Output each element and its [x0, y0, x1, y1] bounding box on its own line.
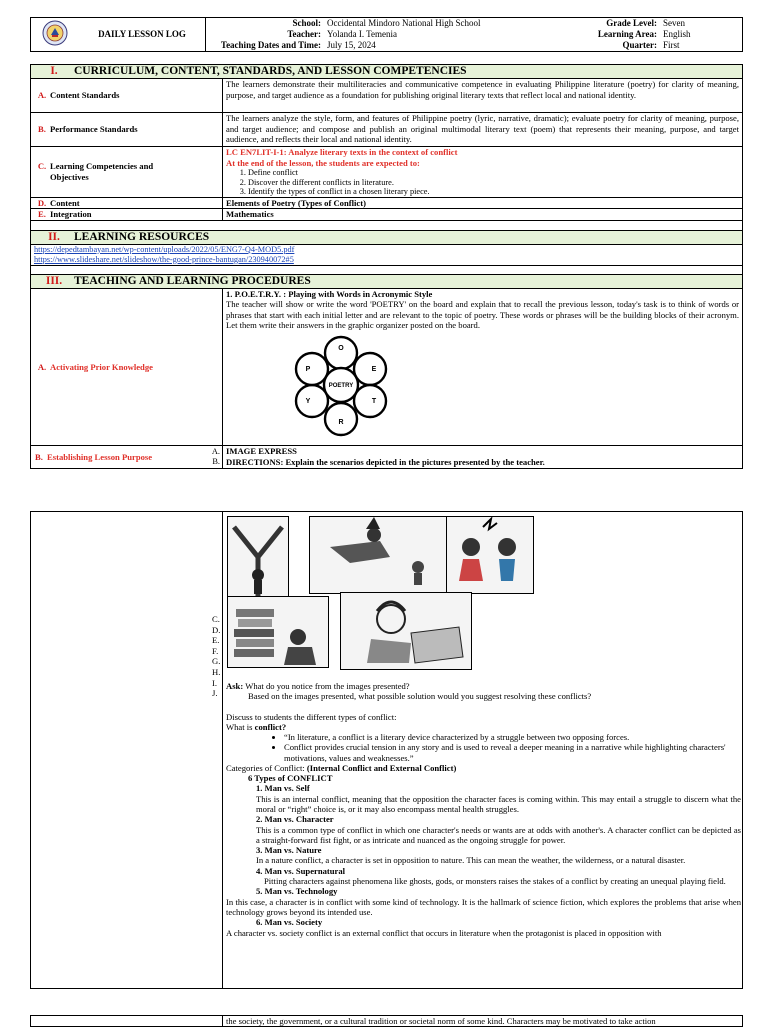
content-standards-text: The learners demonstrate their multiliteracies and communicative competence in evaluating Philippine literature (poetry) for clarity of meaning, purpose, and target audience as a foundation for publishing original literary texts that reflect local and national identity.: [223, 79, 743, 113]
grade-info: [572, 18, 743, 52]
page-3: [30, 1015, 743, 1027]
quarter-value: First: [663, 40, 680, 50]
spacer-row: [31, 220, 743, 230]
column-divider: [222, 512, 223, 988]
organizer-circle-p: [296, 353, 328, 385]
purpose-mark-a: A.: [211, 446, 220, 456]
side-marks: C. D. E. F. G. H. I. J.: [212, 614, 221, 699]
school-info: [206, 18, 573, 52]
discuss-line: Discuss to students the different types of conflict:: [226, 711, 397, 722]
performance-standards-text: The learners analyze the style, form, and features of Philippine poetry (lyric, narrative, dramatic); evaluate poetry for clarity of meaning, purpose, and target audience; and compose and publish an original multimodal literary text (poem) that represents their meaning, purpose, and target audience, and reflects their local and national identity.: [223, 113, 743, 147]
deped-seal-icon: [42, 20, 68, 46]
type-name: 6. Man vs. Society: [256, 917, 323, 928]
competencies-content: [223, 147, 743, 198]
organizer-circle-y: [296, 385, 328, 417]
poetry-graphic-organizer: [286, 335, 396, 439]
resource-links: [31, 244, 743, 265]
type-name: 3. Man vs. Nature: [256, 845, 322, 856]
activating-label: A. Activating Prior Knowledge: [31, 288, 223, 445]
area-label: Learning Area:: [597, 29, 657, 39]
what-is-line: What is conflict?: [226, 721, 287, 732]
dates-value: July 15, 2024: [327, 40, 376, 50]
performance-standards-label: B. Performance Standards: [31, 113, 223, 147]
area-value: English: [663, 29, 691, 39]
organizer-letter: E: [371, 365, 377, 373]
objectives-intro: At the end of the lesson, the students are expected to:: [226, 157, 420, 168]
section-1-heading: I. CURRICULUM, CONTENT, STANDARDS, AND LESSON COMPETENCIES: [31, 65, 743, 79]
activating-content: [223, 288, 743, 445]
school-label: School:: [292, 18, 321, 28]
witch-image: [309, 516, 449, 594]
purpose-item: DIRECTIONS: Explain the scenarios depicted in the pictures presented by the teacher.: [226, 456, 545, 467]
purpose-content: [223, 445, 743, 468]
content-text: Elements of Poetry (Types of Conflict): [223, 197, 743, 209]
section-2-heading: II. LEARNING RESOURCES: [31, 230, 743, 244]
type-name: 5. Man vs. Technology: [256, 886, 338, 897]
content-standards-label: A. Content Standards: [31, 79, 223, 113]
teacher-label: Teacher:: [287, 29, 321, 39]
resource-link[interactable]: https://depedtambayan.net/wp-content/uploads/2022/05/ENG7-Q4-MOD5.pdf: [34, 244, 295, 254]
page-2: [30, 511, 743, 989]
spacer-row: [31, 265, 743, 274]
page-1: [30, 17, 743, 469]
organizer-center-label: POETRY: [328, 382, 354, 389]
type-text: In this case, a character is in conflict with some kind of technology. It is the hallmark of science fiction, which explores the problems that arise when technology grows beyond its intended use.: [226, 896, 741, 917]
column-divider: [222, 1016, 223, 1026]
ask-line-2: Based on the images presented, what possible solution would you suggest resolving these conflicts?: [248, 691, 592, 702]
type-name: 1. Man vs. Self: [256, 783, 310, 794]
content-label: D. Content: [31, 197, 223, 209]
type-text: A character vs. society conflict is an external conflict that occurs in literature when the protagonist is placed in opposition with: [226, 927, 662, 938]
resource-link[interactable]: https://www.slideshare.net/slideshow/the-good-prince-bantugan/230940072#5: [34, 254, 294, 264]
books-image: [227, 596, 329, 668]
deped-seal-cell: [31, 18, 80, 52]
conflict-definition-list: [226, 732, 741, 763]
purpose-item: IMAGE EXPRESS: [226, 446, 297, 457]
continued-text: the society, the government, or a cultural tradition or societal norm of some kind. Characters may be motivated to take action: [226, 1016, 656, 1026]
activity-text: The teacher will show or write the word 'POETRY' on the board and explain that to recall the previous lesson, today's task is to think of words or phrases that start with each initial letter and are relevant to the topic of poetry. These words or phrases will be the building blocks of their acronym. Let them write their answers in the graphic organizer posted on the board.: [226, 299, 739, 331]
discussion-content: [226, 681, 741, 938]
objective-item: 3. Identify the types of conflict in a chosen literary piece.: [248, 187, 739, 197]
organizer-letter: Y: [305, 397, 311, 405]
type-name: 4. Man vs. Supernatural: [256, 865, 346, 876]
type-text: This is an internal conflict, meaning that the opposition the character faces is coming within. This may entail a struggle to discern what the moral or “right” choice is, or it may also encompass mental health struggles.: [256, 793, 741, 814]
purpose-mark-b: B.: [212, 456, 220, 466]
objective-item: 2. Discover the different conflicts in literature.: [248, 178, 739, 188]
log-title: DAILY LESSON LOG: [79, 18, 206, 52]
quarter-label: Quarter:: [622, 40, 657, 50]
purpose-label-cell: B. Establishing Lesson Purpose A. B.: [31, 445, 223, 468]
laptop-image: [340, 592, 472, 670]
argument-image: [446, 516, 534, 594]
integration-text: Mathematics: [223, 209, 743, 221]
section-3-heading: III. TEACHING AND LEARNING PROCEDURES: [31, 274, 743, 288]
definition-item: • “In literature, a conflict is a literary device characterized by a struggle between two opposing forces.: [284, 732, 741, 742]
definition-item: • Conflict provides crucial tension in any story and is used to reveal a deeper meaning in a narrative while highlighting characters' motivations, values and weaknesses.”: [284, 742, 741, 762]
categories-line: Categories of Conflict: (Internal Conflict and External Conflict): [226, 762, 457, 773]
type-text: In a nature conflict, a character is set in opposition to nature. This can mean the weather, the wilderness, or a natural disaster.: [256, 855, 686, 866]
main-table: [30, 64, 743, 469]
competencies-label: C. Learning Competencies and Objectives: [31, 147, 223, 198]
type-name: 2. Man vs. Character: [256, 814, 334, 825]
teacher-value: Yolanda I. Temenia: [327, 29, 398, 39]
integration-label: E. Integration: [31, 209, 223, 221]
dates-label: Teaching Dates and Time:: [220, 40, 321, 50]
objective-item: 1. Define conflict: [248, 168, 739, 178]
header-table: [30, 17, 743, 52]
types-title: 6 Types of CONFLICT: [248, 773, 333, 784]
ask-line: Ask: What do you notice from the images presented?: [226, 681, 410, 691]
organizer-letter: T: [371, 397, 377, 405]
grade-label: Grade Level:: [606, 18, 657, 28]
activity-title: 1. P.O.E.T.R.Y. : Playing with Words in Acronymic Style: [226, 288, 433, 299]
organizer-letter: O: [338, 344, 344, 352]
organizer-circle-t: [354, 385, 386, 417]
type-text: This is a common type of conflict in which one character's needs or wants are at odds with another's. A character conflict can be depicted as a straight-forward fist fight, or as intricate and nuanced as the ongoing struggle for power.: [256, 824, 741, 845]
organizer-circle-e: [354, 353, 386, 385]
lc-code: LC EN7LIT-I-1: Analyze literary texts in the context of conflict: [226, 147, 458, 157]
organizer-circle-o: [325, 337, 357, 369]
organizer-letter: P: [305, 365, 311, 373]
crossroads-image: [227, 516, 289, 598]
type-text: Pitting characters against phenomena like ghosts, gods, or monsters raises the stakes of a conflict by creating an unequal playing field.: [264, 876, 726, 887]
objectives-list: [226, 168, 739, 197]
organizer-letter: R: [338, 418, 344, 426]
grade-value: Seven: [663, 18, 685, 28]
school-value: Occidental Mindoro National High School: [327, 18, 481, 28]
